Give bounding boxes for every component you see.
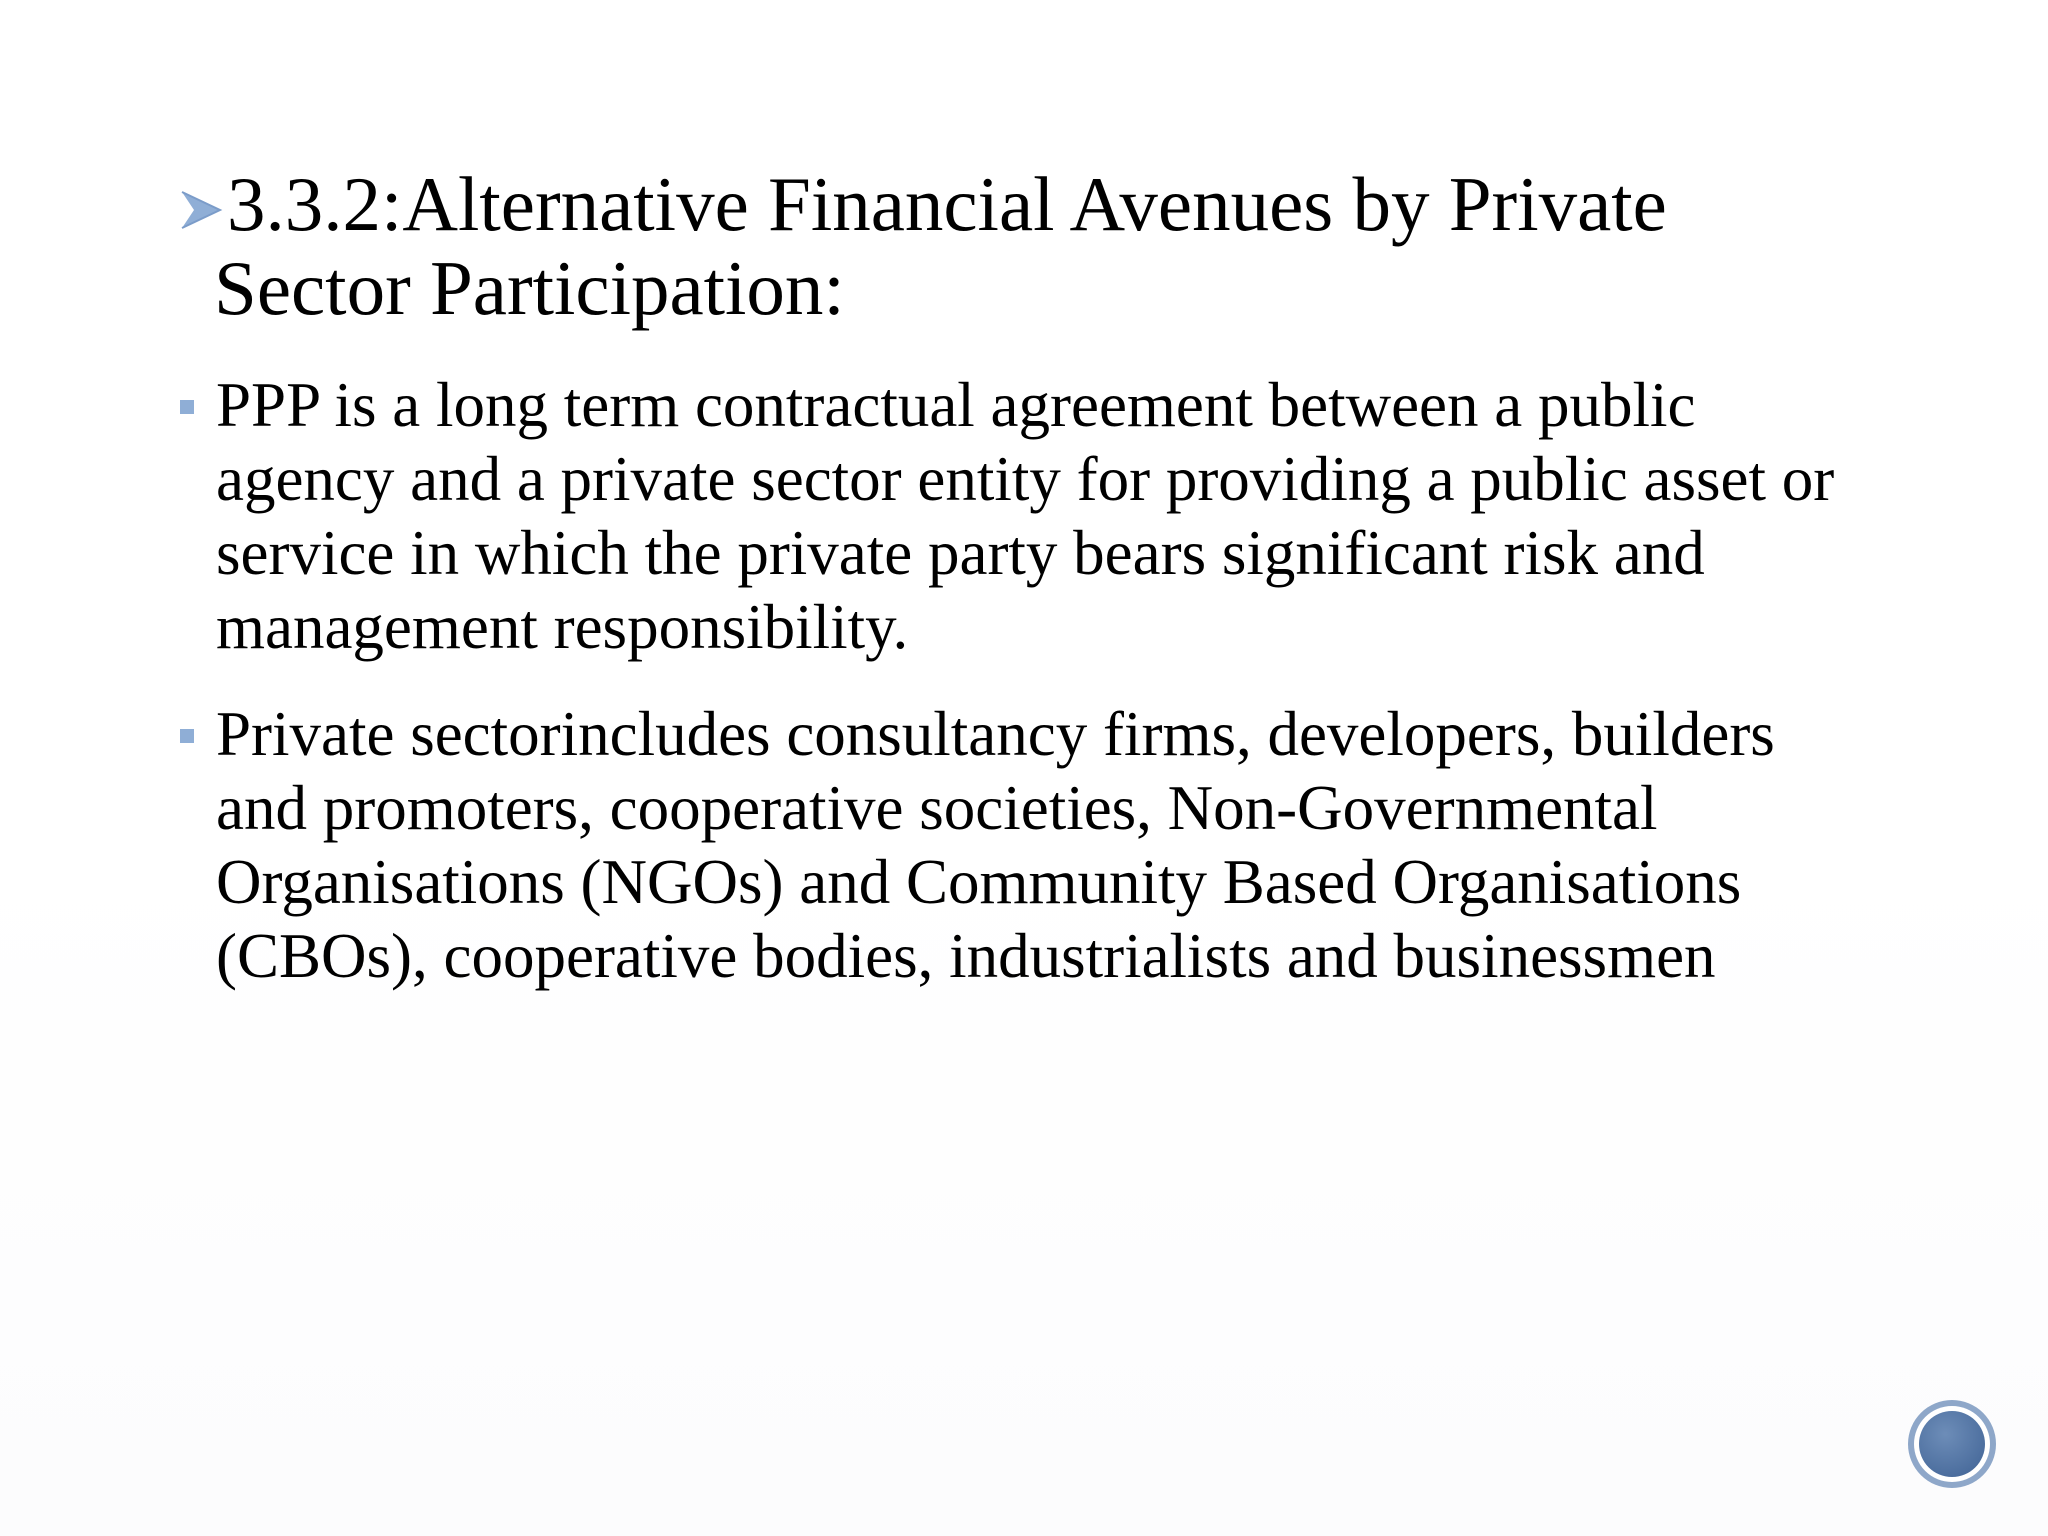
bullet-item-private-sector [178, 697, 1868, 993]
bullet-text: PPP is a long term contractual agreement between a public agency and a private sector entity for providing a public asset or service in which the private party bears significant risk and management responsibility. [216, 370, 1835, 662]
circle-nav-icon[interactable] [1908, 1400, 1996, 1488]
square-bullet-icon [180, 729, 194, 743]
square-bullet-icon [180, 400, 194, 414]
page-title [214, 161, 1835, 331]
title-line-1: 3.3.2:Alternative Financial Avenues by Private [227, 161, 1667, 247]
bullet-item-ppp [178, 368, 1868, 664]
nav-circle-core [1919, 1411, 1985, 1477]
bullet-text: Private sectorincludes consultancy firms, developers, builders and promoters, cooperative societies, Non-Governmental Organisations (NGOs) and Community Based Organisations (CBOs), cooperative bodies, industrialists and businessmen [216, 699, 1775, 991]
arrow-bullet-icon [180, 188, 224, 232]
title-line-2: Sector Participation: [214, 245, 845, 331]
slide-heading [175, 162, 1835, 330]
